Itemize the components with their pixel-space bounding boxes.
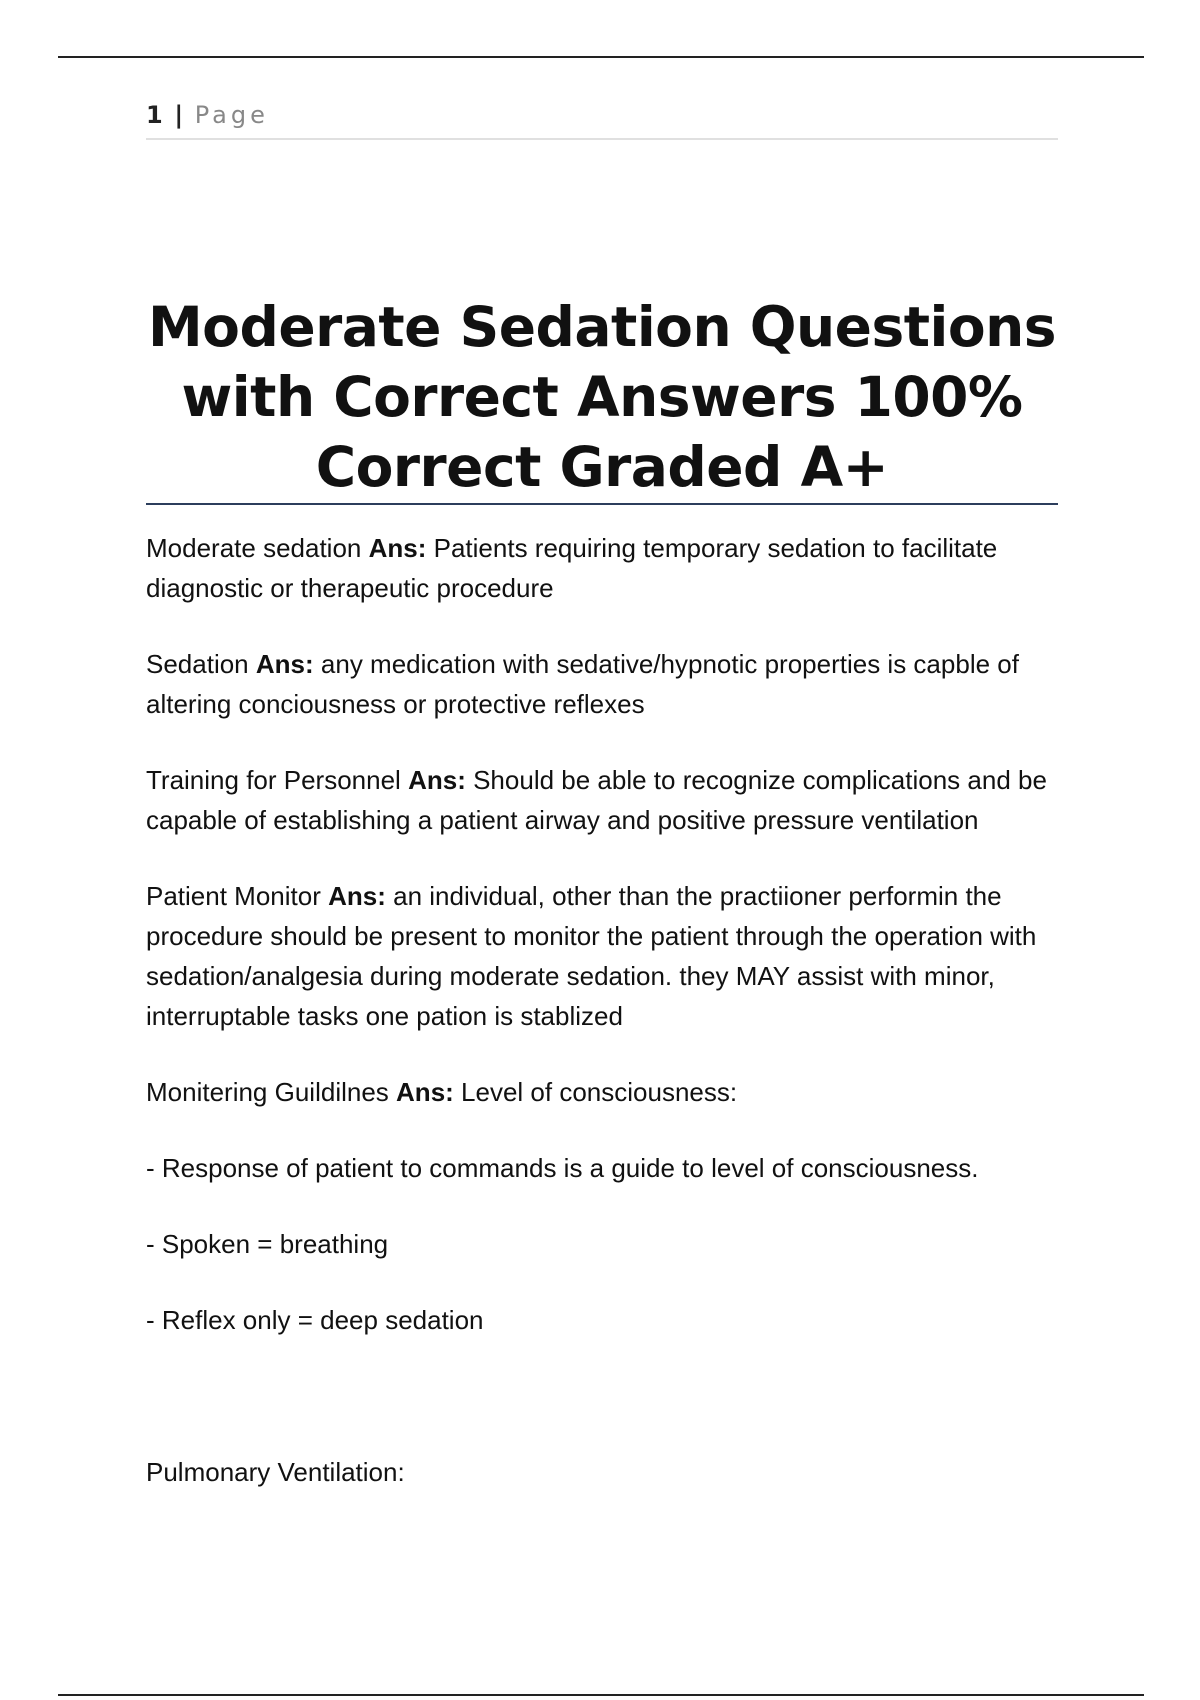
qa-entry (146, 528, 1066, 608)
title-underline (146, 503, 1058, 505)
ans-label: Ans: (328, 881, 386, 911)
qa-term: Training for Personnel (146, 765, 401, 795)
qa-answer: an individual, other than the practiioner performin the procedure should be present to monitor the patient through the operation with sedation/analgesia during moderate sedation. they MAY assist with minor, interruptable tasks one pation is stablized (146, 881, 1037, 1031)
ans-label: Ans: (396, 1077, 454, 1107)
document-body (146, 528, 1066, 1528)
qa-answer: any medication with sedative/hypnotic properties is capble of altering conciousness or protective reflexes (146, 649, 1019, 719)
qa-entry (146, 876, 1066, 1036)
qa-term: Sedation (146, 649, 249, 679)
title-line-2: with Correct Answers 100% (181, 365, 1023, 429)
section-heading-pulmonary: Pulmonary Ventilation: (146, 1457, 405, 1487)
qa-term: Monitering Guildilnes (146, 1077, 389, 1107)
page-header (146, 98, 1058, 140)
qa-term: Patient Monitor (146, 881, 321, 911)
title-line-3: Correct Graded A+ (315, 435, 889, 499)
page-number: 1 (146, 101, 163, 129)
qa-entry (146, 760, 1066, 840)
bullet-item: - Response of patient to commands is a guide to level of consciousness. (146, 1153, 979, 1183)
document-title (146, 292, 1058, 502)
ans-label: Ans: (255, 649, 314, 679)
bottom-rule (58, 1694, 1144, 1696)
qa-entry (146, 1072, 1066, 1112)
ans-label: Ans: (408, 765, 466, 795)
qa-answer: Patients requiring temporary sedation to facilitate diagnostic or therapeutic procedure (146, 533, 998, 603)
qa-answer: Level of consciousness: (461, 1077, 738, 1107)
qa-entry (146, 644, 1066, 724)
bullet-item: - Reflex only = deep sedation (146, 1305, 484, 1335)
top-rule (58, 56, 1144, 58)
bullet-item: - Spoken = breathing (146, 1229, 389, 1259)
qa-term: Moderate sedation (146, 533, 362, 563)
page-separator: | (174, 101, 184, 129)
ans-label: Ans: (368, 533, 427, 563)
qa-answer: Should be able to recognize complications and be capable of establishing a patient airway and positive pressure ventilation (146, 765, 1047, 835)
title-line-1: Moderate Sedation Questions (147, 295, 1057, 359)
page-label: Page (194, 101, 269, 129)
